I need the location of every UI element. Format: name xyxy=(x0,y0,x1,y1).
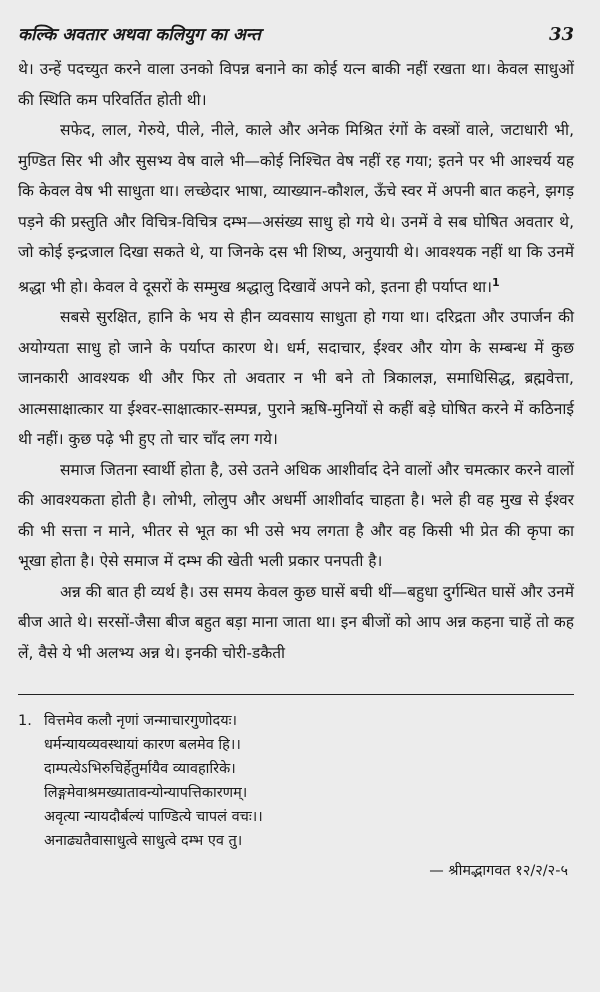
paragraph-1: थे। उन्हें पदच्युत करने वाला उनको विपन्न बनाने का कोई यत्न बाकी नहीं रखता था। केवल साधुओं की स्थिति कम परिवर्तित होती थी। xyxy=(18,60,574,109)
verse-line: वित्तमेव कलौ नृणां जन्माचारगुणोदयः। xyxy=(44,713,238,730)
header-title: कल्कि अवतार अथवा कलियुग का अन्त xyxy=(18,25,261,45)
paragraph-2-text: सफेद, लाल, गेरुये, पीले, नीले, काले और अनेक मिश्रित रंगों के वस्त्रों वाले, जटाधारी भी, मुण्डित सिर भी और सुसभ्य वेष वाले भी—कोई निश्चित वेष नहीं रह गया; इतने पर भी आश्चर्य यह कि केवल वेष भी साधुता था। लच्छेदार भाषा, व्याख्यान-कौशल, ऊँचे स्वर में अपनी बात कहने, झगड़ पड़ने की प्रस्तुति और विचित्र-विचित्र दम्भ—असंख्य साधु हो गये थे। उनमें वे सब घोषित अवतार थे, जो कोई इन्द्रजाल दिखा सकते थे, या जिनके दस भी शिष्य, अनुयायी थे। आवश्यक नहीं था कि उनमें श्रद्धा भी हो। केवल वे दूसरों के सम्मुख श्रद्धालु दिखावें अपने को, इतना ही पर्याप्त था। xyxy=(18,121,574,296)
footnote-source: — श्रीमद्भागवत १२/२/२-५ xyxy=(429,863,568,880)
paragraph-5: अन्न की बात ही व्यर्थ है। उस समय केवल कुछ घासें बची थीं—बहुधा दुर्गन्धित घासें और उनमें बीज आते थे। सरसों-जैसा बीज बहुत बड़ा माना जाता था। इन बीजों को आप अन्न कहना चाहें तो कह लें, वैसे ये भी अलभ्य अन्न थे। इनकी चोरी-डकैती xyxy=(18,582,574,662)
paragraph-4: समाज जितना स्वार्थी होता है, उसे उतने अधिक आशीर्वाद देने वालों और चमत्कार करने वालों की आवश्यकता होती है। लोभी, लोलुप और अधर्मी आशीर्वाद चाहता है। भले ही वह मुख से ईश्वर की भी सत्ता न माने, भीतर से भूत का भी उसे भय लगता है और वह किसी भी प्रेत की कृपा का भूखा होता है। ऐसे समाज में दम्भ की खेती भली प्रकार पनपती है। xyxy=(18,460,574,571)
paragraph-2 xyxy=(18,115,574,302)
footnote-divider xyxy=(18,694,574,695)
running-header xyxy=(18,22,574,54)
verse-line: लिङ्गमेवाश्रमख्यातावन्योन्यापत्तिकारणम्। xyxy=(44,785,248,802)
footnote-marker: 1 xyxy=(492,275,500,289)
page-number: 33 xyxy=(548,24,574,45)
footnote-number: 1. xyxy=(18,713,32,730)
body-text xyxy=(18,54,574,668)
footnote-verse xyxy=(44,709,574,853)
verse-line: अनाढ्यतैवासाधुत्वे साधुत्वे दम्भ एव तु। xyxy=(44,833,243,850)
footnote-row xyxy=(18,709,574,853)
verse-line: धर्मन्यायव्यवस्थायां कारण बलमेव हि।। xyxy=(44,737,241,754)
footnote xyxy=(18,709,574,883)
paragraph-3: सबसे सुरक्षित, हानि के भय से हीन व्यवसाय साधुता हो गया था। दरिद्रता और उपार्जन की अयोग्यता साधु हो जाने के पर्याप्त कारण थे। धर्म, सदाचार, ईश्वर और योग के सम्बन्ध में कुछ जानकारी आवश्यक थी और फिर तो अवतार न भी बने तो त्रिकालज्ञ, समाधिसिद्ध, ब्रह्मवेत्ता, आत्मसाक्षात्कार या ईश्वर-साक्षात्कार-सम्पन्न, पुराने ऋषि-मुनियों से कहीं बड़े घोषित करने में कठिनाई थी नहीं। कुछ पढ़े भी हुए तो चार चाँद लग गये। xyxy=(18,308,574,449)
verse-line: दाम्पत्येऽभिरुचिर्हेतुर्मायैव व्यावहारिके। xyxy=(44,761,236,778)
verse-line: अवृत्या न्यायदौर्बल्यं पाण्डित्ये चापलं वचः।। xyxy=(44,809,263,826)
